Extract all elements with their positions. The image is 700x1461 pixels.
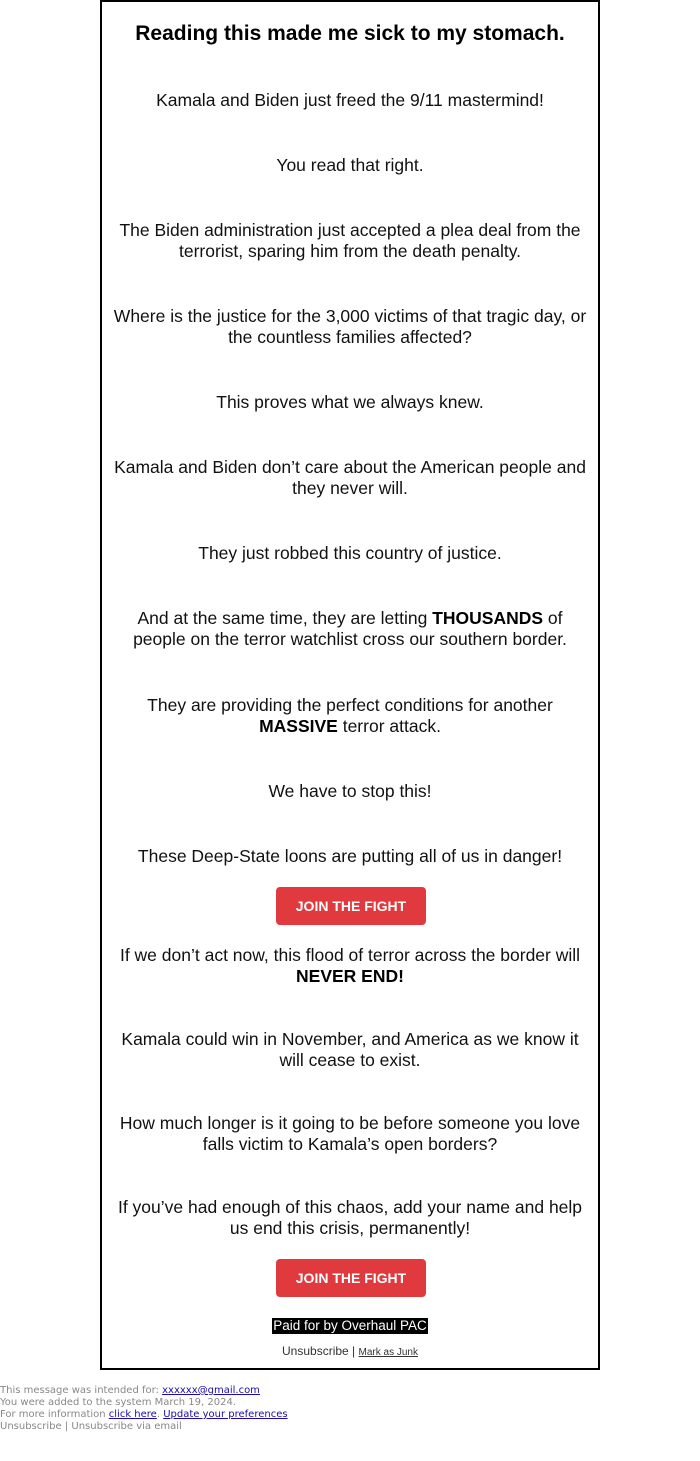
- email-footer: [0, 1385, 700, 1433]
- paragraph-6: Kamala and Biden don’t care about the American people and they never will.: [114, 457, 586, 498]
- email-body: [100, 0, 600, 1370]
- paragraph-12-text: If we don’t act now, this flood of terror across the border will: [119, 945, 581, 965]
- join-the-fight-button-2[interactable]: JOIN THE FIGHT: [276, 1259, 426, 1297]
- update-preferences-link[interactable]: Update your preferences: [163, 1409, 288, 1420]
- intended-for-label: This message was intended for:: [0, 1385, 163, 1396]
- join-the-fight-button[interactable]: JOIN THE FIGHT: [276, 887, 426, 925]
- mark-as-junk-link[interactable]: Mark as Junk: [358, 1347, 418, 1358]
- paragraph-13: Kamala could win in November, and America as we know it will cease to exist.: [121, 1029, 579, 1070]
- paragraph-14: How much longer is it going to be before someone you love falls victim to Kamala’s open borders?: [119, 1113, 581, 1154]
- unsubscribe-via-email-link[interactable]: Unsubscribe via email: [71, 1421, 182, 1432]
- paragraph-8-text-a: And at the same time, they are letting: [137, 608, 433, 628]
- paragraph-9-text-b: terror attack.: [337, 716, 441, 736]
- paragraph-5: This proves what we always knew.: [216, 392, 484, 412]
- footer-unsubscribe-link[interactable]: Unsubscribe: [0, 1421, 62, 1432]
- paragraph-9-text-a: They are providing the perfect conditions for another: [147, 695, 553, 715]
- paragraph-4: Where is the justice for the 3,000 victims of that tragic day, or the countless families affected?: [113, 306, 587, 347]
- paragraph-9: [112, 695, 588, 737]
- footer-unsubscribe-line: [0, 1421, 700, 1433]
- paragraph-8-text-b: of people on the terror watchlist cross our southern border.: [133, 608, 567, 649]
- dot-separator: .: [156, 1409, 164, 1420]
- intended-for-line: [0, 1385, 700, 1397]
- paragraph-7: They just robbed this country of justice.: [198, 543, 502, 563]
- recipient-email-link[interactable]: xxxxxx@gmail.com: [162, 1385, 260, 1396]
- paid-for-disclaimer: Paid for by Overhaul PAC: [273, 1318, 427, 1333]
- paragraph-1: Kamala and Biden just freed the 9/11 mastermind!: [156, 90, 544, 110]
- more-info-line: [0, 1409, 700, 1421]
- paragraph-10: We have to stop this!: [268, 781, 432, 801]
- unsubscribe-row: [102, 1344, 598, 1360]
- paragraph-2: You read that right.: [276, 155, 424, 175]
- paragraph-12: [112, 945, 588, 987]
- footer-separator: |: [61, 1421, 72, 1432]
- paragraph-11: These Deep-State loons are putting all of us in danger!: [137, 846, 563, 866]
- email-headline: Reading this made me sick to my stomach.: [135, 22, 565, 45]
- paragraph-3: The Biden administration just accepted a plea deal from the terrorist, sparing him from the death penalty.: [119, 220, 581, 261]
- added-date-line: You were added to the system March 19, 2024.: [0, 1397, 236, 1408]
- thousands-emphasis: THOUSANDS: [432, 608, 544, 628]
- click-here-link[interactable]: click here: [108, 1409, 157, 1420]
- never-end-emphasis: NEVER END!: [296, 966, 404, 986]
- paid-for-wrapper: [102, 1317, 598, 1335]
- more-info-label: For more information: [0, 1409, 109, 1420]
- paragraph-8: [112, 608, 588, 650]
- massive-emphasis: MASSIVE: [259, 716, 338, 736]
- unsubscribe-link[interactable]: Unsubscribe: [282, 1344, 349, 1358]
- separator: |: [348, 1344, 359, 1358]
- paragraph-15: If you’ve had enough of this chaos, add your name and help us end this crisis, permanently!: [117, 1197, 583, 1238]
